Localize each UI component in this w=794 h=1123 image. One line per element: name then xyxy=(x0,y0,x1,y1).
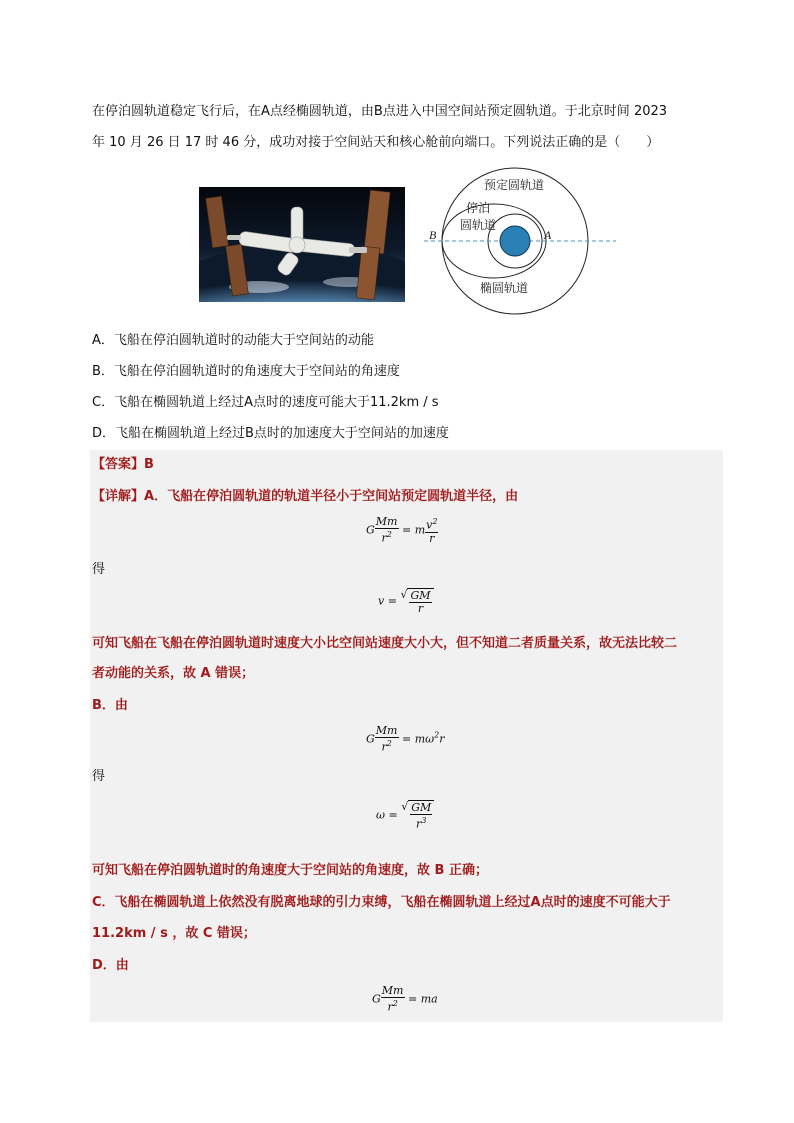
question-line-1: 在停泊圆轨道稳定飞行后，在A点经椭圆轨道，由B点进入中国空间站预定圆轨道。于北京时间 2023 xyxy=(92,104,668,119)
detail-d-text: D．由 xyxy=(92,958,129,973)
a-conclusion-2: 者动能的关系，故 A 错误； xyxy=(92,666,255,681)
detail-c-text-1: C．飞船在椭圆轨道上依然没有脱离地球的引力束缚，飞船在椭圆轨道上经过A点时的速度不可能大于 xyxy=(92,895,671,910)
detail-b-text: B．由 xyxy=(92,698,128,713)
label-elliptical-orbit: 椭圆轨道 xyxy=(480,281,529,295)
option-a: A．飞船在停泊圆轨道时的动能大于空间站的动能 xyxy=(92,333,374,348)
detail-a-text: A．飞船在停泊圆轨道的轨道半径小于空间站预定圆轨道半径，由 xyxy=(144,489,519,504)
label-parking-orbit-1: 停泊 xyxy=(466,201,491,215)
formula-3: G $\frac{Mm}{r^2}$ = $m\omega^2r$ xyxy=(366,724,445,754)
question-line-2: 年 10 月 26 日 17 时 46 分，成功对接于空间站天和核心舱前向端口。下列说法正确的是（ ） xyxy=(92,135,660,150)
option-c: C．飞船在椭圆轨道上经过A点时的速度可能大于11.2km / s xyxy=(92,395,439,410)
option-b: B．飞船在停泊圆轨道时的角速度大于空间站的角速度 xyxy=(92,364,400,379)
detail-c-text-2: 11.2km / s ，故 C 错误； xyxy=(92,926,256,941)
label-predetermined-orbit: 预定圆轨道 xyxy=(484,178,545,192)
answer-label: 【答案】B xyxy=(92,457,154,472)
space-station-photo xyxy=(199,187,405,302)
point-a-label: A xyxy=(544,228,552,242)
option-d: D．飞船在椭圆轨道上经过B点时的加速度大于空间站的加速度 xyxy=(92,426,449,441)
a-conclusion-1: 可知飞船在飞船在停泊圆轨道时速度大小比空间站速度大小大，但不知道二者质量关系，故无法比较二 xyxy=(92,636,678,651)
formula-5: G $\frac{Mm}{r^2}$ = ma xyxy=(372,984,438,1014)
de-1: 得 xyxy=(92,562,106,577)
earth xyxy=(500,226,530,256)
formula-1: G $\frac{Mm}{r^2}$ = m $\frac{v^2}{r}$ xyxy=(366,515,438,545)
label-parking-orbit-2: 圆轨道 xyxy=(460,218,497,232)
detail-label: 【详解】 xyxy=(92,489,145,504)
de-2: 得 xyxy=(92,769,106,784)
b-conclusion: 可知飞船在停泊圆轨道时的角速度大于空间站的角速度，故 B 正确； xyxy=(92,863,488,878)
point-b-label: B xyxy=(429,228,437,242)
orbit-diagram xyxy=(418,166,618,316)
detail-line-a xyxy=(92,488,518,506)
formula-2: v = √ $\frac{GM}{r}$ xyxy=(378,588,434,615)
formula-4: ω = √ $\frac{GM}{r^3}$ xyxy=(376,800,434,831)
